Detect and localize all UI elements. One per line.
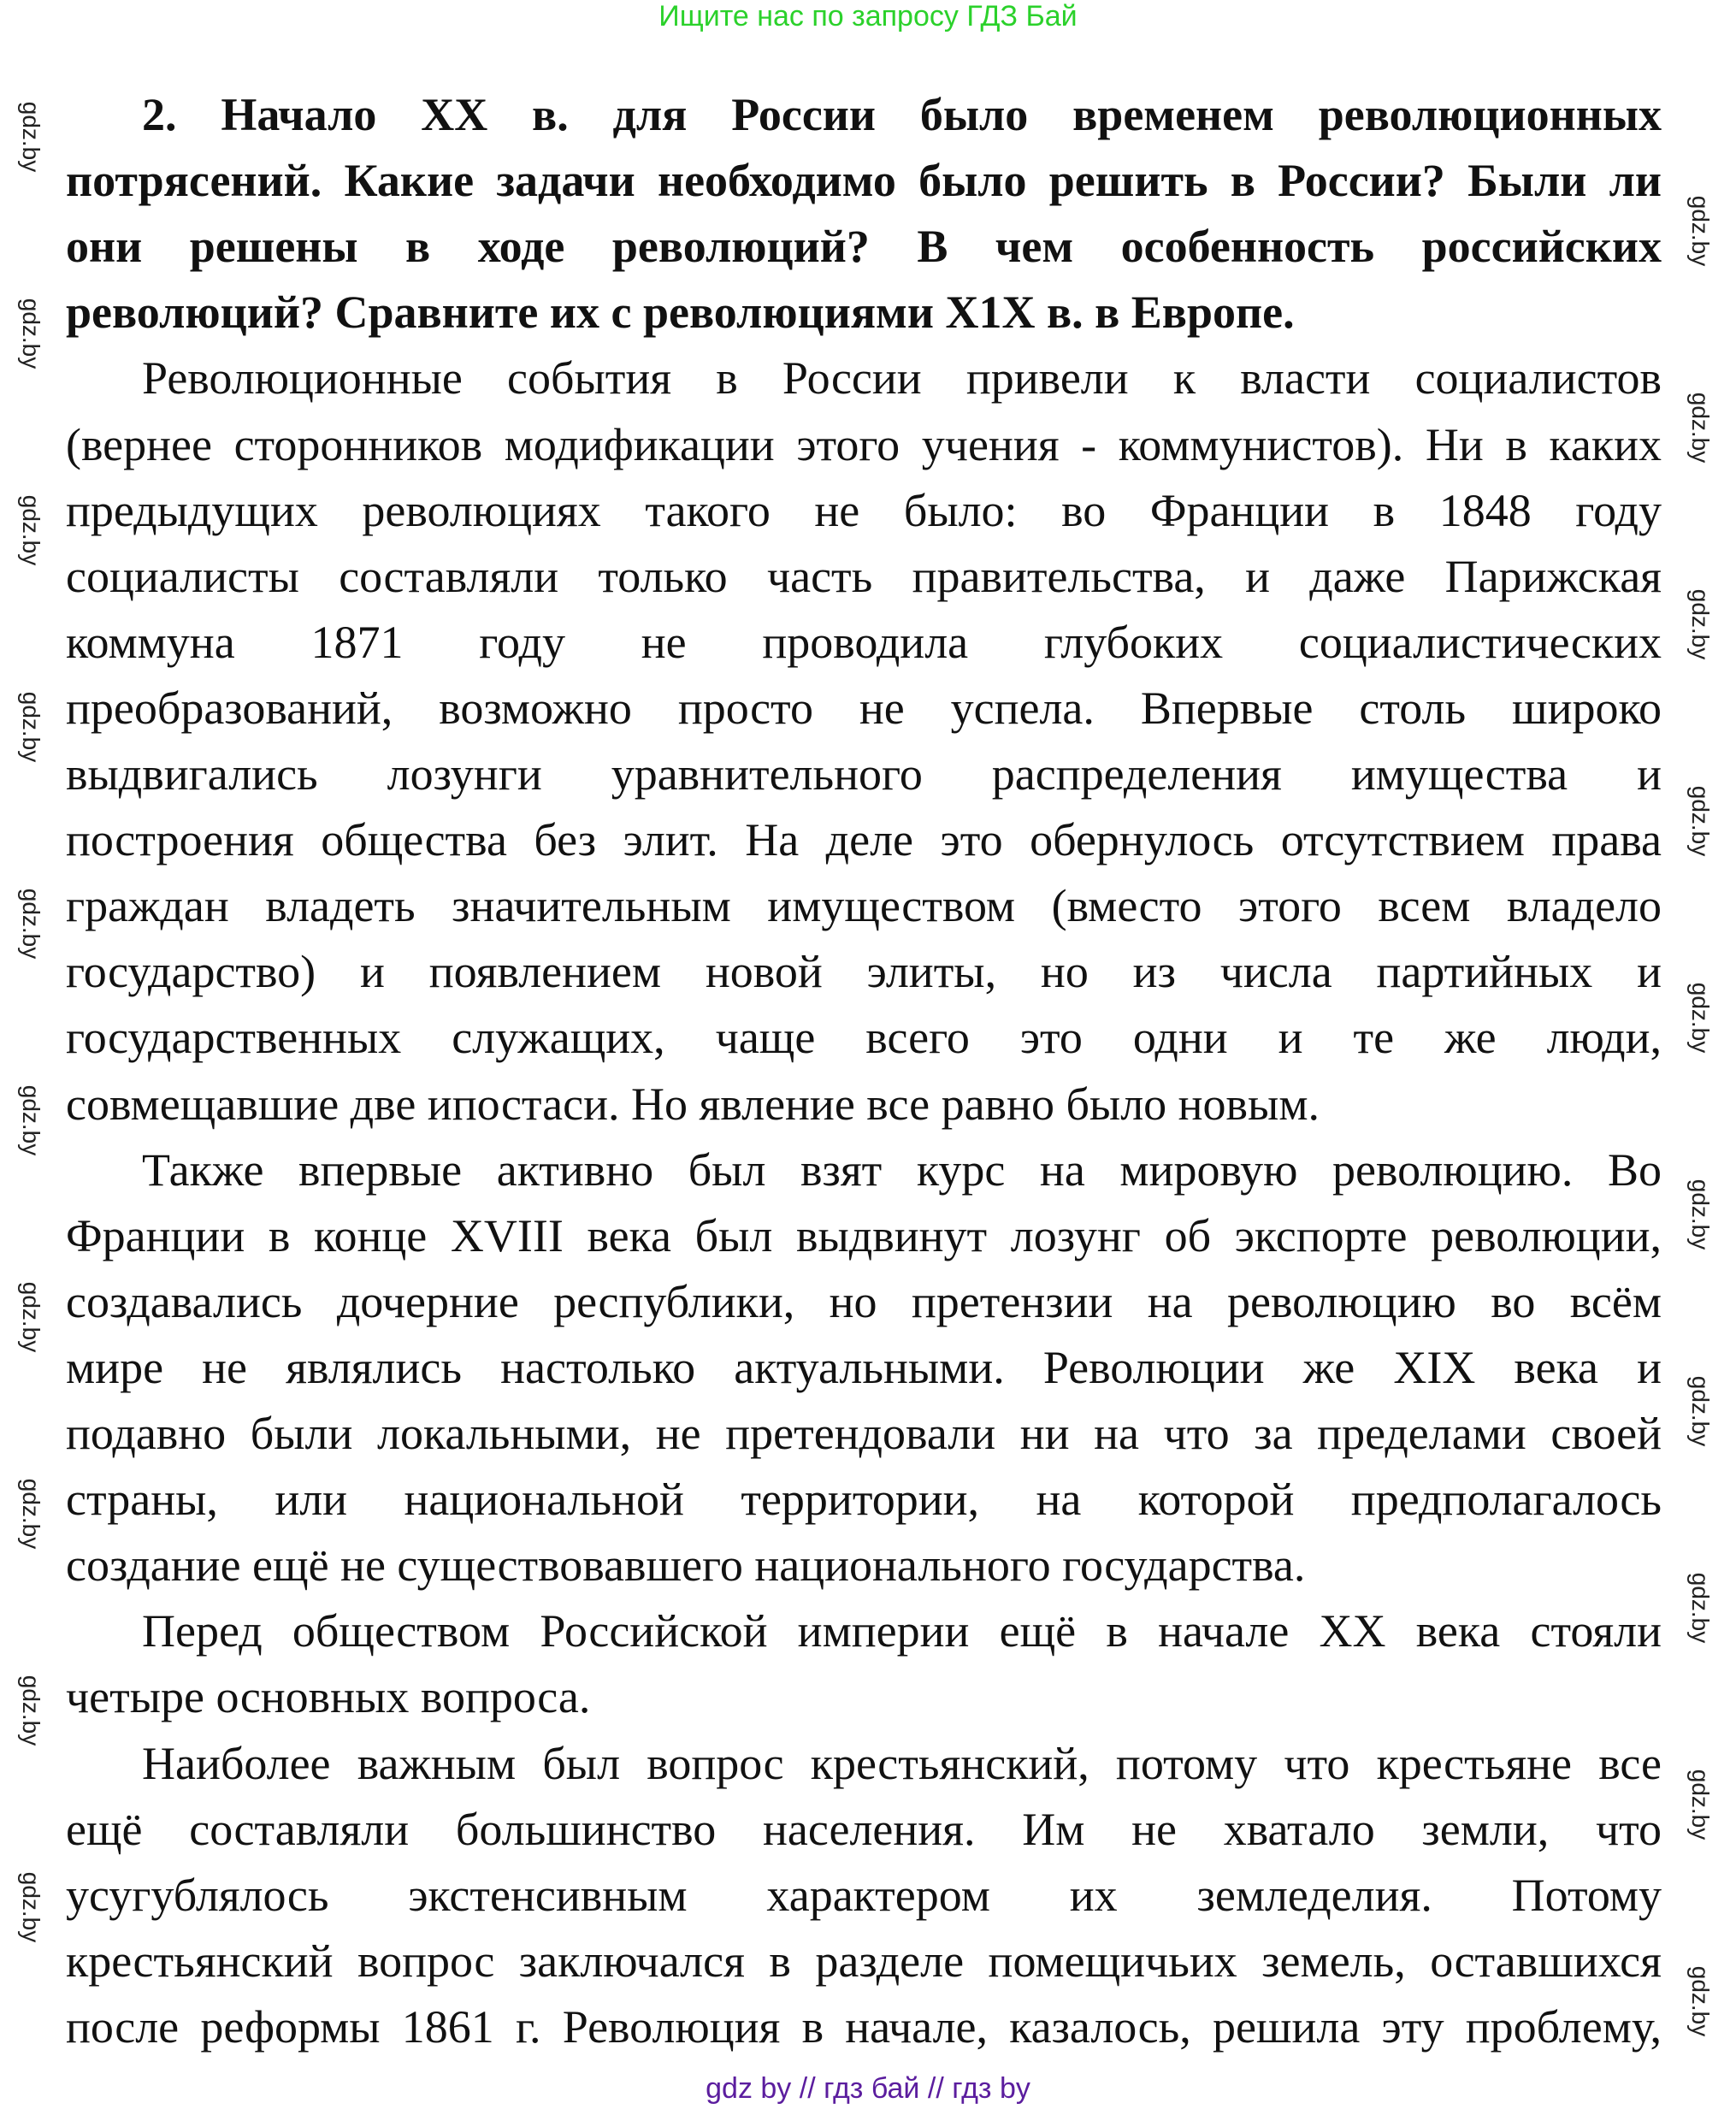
watermark: gdz.by [1687, 195, 1714, 267]
watermark: gdz.by [18, 101, 44, 173]
text-line: мире не являлись настолько актуальными. Революции же XIX века и [66, 1341, 1662, 1393]
text-line: предыдущих революциях такого не было: во Франции в 1848 году [66, 484, 1662, 536]
watermark: gdz.by [1687, 392, 1714, 464]
text-line: создавались дочерние республики, но претензии на революцию во всём [66, 1275, 1662, 1327]
watermark: gdz.by [1687, 982, 1714, 1054]
text-line: четыре основных вопроса. [66, 1671, 591, 1723]
text-line: Также впервые активно был взят курс на мировую революцию. Во [142, 1143, 1662, 1196]
text-line: Перед обществом Российской империи ещё в начале XX века стояли [142, 1605, 1662, 1657]
watermark: gdz.by [18, 1281, 44, 1353]
watermark: gdz.by [1687, 1965, 1714, 2037]
text-line: подавно были локальными, не претендовали ни на что за пределами своей [66, 1408, 1662, 1459]
question-line: революций? Сравните их с революциями X1X в. в Европе. [66, 287, 1295, 339]
watermark: gdz.by [18, 1871, 44, 1943]
text-line: усугублялось экстенсивным характером их земледелия. Потому [66, 1869, 1662, 1921]
watermark: gdz.by [18, 1675, 44, 1746]
watermark: gdz.by [1687, 1572, 1714, 1644]
text-line: граждан владеть значительным имуществом (вместо этого всем владело [66, 880, 1662, 932]
text-line: создание ещё не существовавшего национального государства. [66, 1539, 1306, 1592]
text-line: (вернее сторонников модификации этого учения - коммунистов). Ни в каких [66, 418, 1662, 470]
text-line: построения общества без элит. На деле это обернулось отсутствием права [66, 814, 1662, 866]
footer-banner: gdz by // гдз бай // гдз by [706, 2072, 1030, 2105]
text-line: социалисты составляли только часть правительства, и даже Парижская [66, 550, 1662, 602]
text-line: Революционные события в России привели к власти социалистов [142, 352, 1662, 405]
text-line: совмещавшие две ипостаси. Но явление все равно было новым. [66, 1078, 1320, 1130]
text-line: государственных служащих, чаще всего это одни и те же люди, [66, 1012, 1662, 1064]
text-line: коммуна 1871 году не проводила глубоких социалистических [66, 616, 1662, 668]
watermark: gdz.by [1687, 785, 1714, 857]
text-line: Наиболее важным был вопрос крестьянский, потому что крестьяне все [142, 1737, 1662, 1789]
watermark: gdz.by [18, 1478, 44, 1550]
text-line: страны, или национальной территории, на которой предполагалось [66, 1474, 1662, 1526]
watermark: gdz.by [18, 691, 44, 763]
question-line: они решены в ходе революций? В чем особенность российских [66, 221, 1662, 273]
text-line: выдвигались лозунги уравнительного распределения имущества и [66, 748, 1662, 800]
text-line: государство) и появлением новой элиты, но из числа партийных и [66, 946, 1662, 998]
search-banner: Ищите нас по запросу ГДЗ Бай [658, 0, 1078, 32]
watermark: gdz.by [18, 298, 44, 369]
watermark: gdz.by [1687, 1375, 1714, 1447]
watermark: gdz.by [18, 888, 44, 960]
text-line: крестьянский вопрос заключался в разделе помещичьих земель, оставшихся [66, 1935, 1662, 1987]
text-line: ещё составляли большинство населения. Им не хватало земли, что [66, 1803, 1662, 1855]
watermark: gdz.by [18, 1084, 44, 1156]
text-line: преобразований, возможно просто не успела. Впервые столь широко [66, 682, 1662, 734]
text-line: Франции в конце XVIII века был выдвинут лозунг об экспорте революции, [66, 1209, 1662, 1261]
watermark: gdz.by [1687, 1179, 1714, 1250]
question-line: потрясений. Какие задачи необходимо было решить в России? Были ли [66, 155, 1662, 207]
text-line: после реформы 1861 г. Революция в начале, казалось, решила эту проблему, [66, 2000, 1662, 2053]
watermark: gdz.by [1687, 1769, 1714, 1840]
question-line: 2. Начало XX в. для России было временем революционных [142, 89, 1662, 140]
watermark: gdz.by [1687, 588, 1714, 660]
watermark: gdz.by [18, 494, 44, 566]
